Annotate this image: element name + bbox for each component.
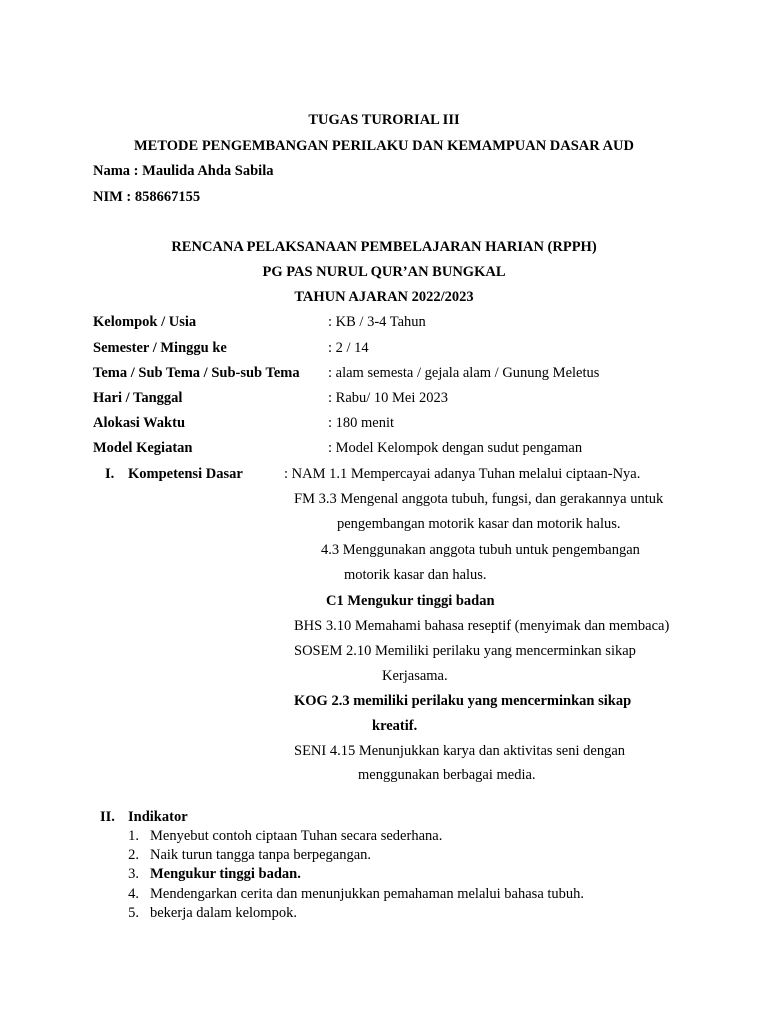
info-label: Tema / Sub Tema / Sub-sub Tema (93, 365, 300, 381)
list-number: 2. (128, 847, 139, 863)
kd-line: 4.3 Menggunakan anggota tubuh untuk pengembangan (321, 542, 640, 558)
kd-line: FM 3.3 Mengenal anggota tubuh, fungsi, dan gerakannya untuk (294, 491, 664, 507)
list-number: 1. (128, 828, 139, 844)
kd-line: C1 Mengukur tinggi badan (326, 593, 495, 609)
school-name: PG PAS NURUL QUR’AN BUNGKAL (262, 264, 506, 280)
kd-line: SOSEM 2.10 Memiliki perilaku yang mencerminkan sikap (294, 643, 636, 659)
academic-year: TAHUN AJARAN 2022/2023 (294, 289, 474, 305)
list-number: 4. (128, 886, 139, 902)
list-item: bekerja dalam kelompok. (150, 905, 297, 921)
info-label: Hari / Tanggal (93, 390, 183, 406)
list-item: Mendengarkan cerita dan menunjukkan pemahaman melalui bahasa tubuh. (150, 886, 585, 902)
section-numeral: I. (105, 466, 115, 482)
kd-line: KOG 2.3 memiliki perilaku yang mencerminkan sikap (294, 693, 632, 709)
list-item: Naik turun tangga tanpa berpegangan. (150, 847, 372, 863)
list-number: 5. (128, 905, 139, 921)
info-value: : 180 menit (328, 415, 395, 431)
kd-line: menggunakan berbagai media. (358, 767, 536, 783)
info-value: : Rabu/ 10 Mei 2023 (328, 390, 449, 406)
student-name: Nama : Maulida Ahda Sabila (93, 163, 274, 179)
section-numeral: II. (100, 809, 115, 825)
info-label: Kelompok / Usia (93, 314, 197, 330)
info-label: Semester / Minggu ke (93, 340, 227, 356)
doc-subtitle: METODE PENGEMBANGAN PERILAKU DAN KEMAMPUAN DASAR AUD (134, 138, 634, 154)
info-value: : alam semesta / gejala alam / Gunung Meletus (328, 365, 600, 381)
list-item: Mengukur tinggi badan. (150, 866, 301, 882)
section-heading: Kompetensi Dasar (128, 466, 243, 482)
kd-line: pengembangan motorik kasar dan motorik halus. (337, 516, 621, 532)
list-item: Menyebut contoh ciptaan Tuhan secara sederhana. (150, 828, 443, 844)
list-number: 3. (128, 866, 139, 882)
kd-line: BHS 3.10 Memahami bahasa reseptif (menyimak dan membaca) (294, 618, 670, 634)
info-label: Alokasi Waktu (93, 415, 186, 431)
info-value: : KB / 3-4 Tahun (328, 314, 426, 330)
info-value: : 2 / 14 (328, 340, 369, 356)
student-nim: NIM : 858667155 (93, 189, 201, 205)
info-value: : Model Kelompok dengan sudut pengaman (328, 440, 583, 456)
section-heading: Indikator (128, 809, 188, 825)
kd-line: SENI 4.15 Menunjukkan karya dan aktivitas seni dengan (294, 743, 626, 759)
kd-line: Kerjasama. (382, 668, 448, 684)
kd-line: : NAM 1.1 Mempercayai adanya Tuhan melalui ciptaan-Nya. (284, 466, 641, 482)
kd-line: kreatif. (372, 718, 418, 734)
info-label: Model Kegiatan (93, 440, 193, 456)
doc-title: TUGAS TURORIAL III (308, 112, 460, 128)
kd-line: motorik kasar dan halus. (344, 567, 487, 583)
rpph-title: RENCANA PELAKSANAAN PEMBELAJARAN HARIAN (RPPH) (171, 239, 597, 255)
